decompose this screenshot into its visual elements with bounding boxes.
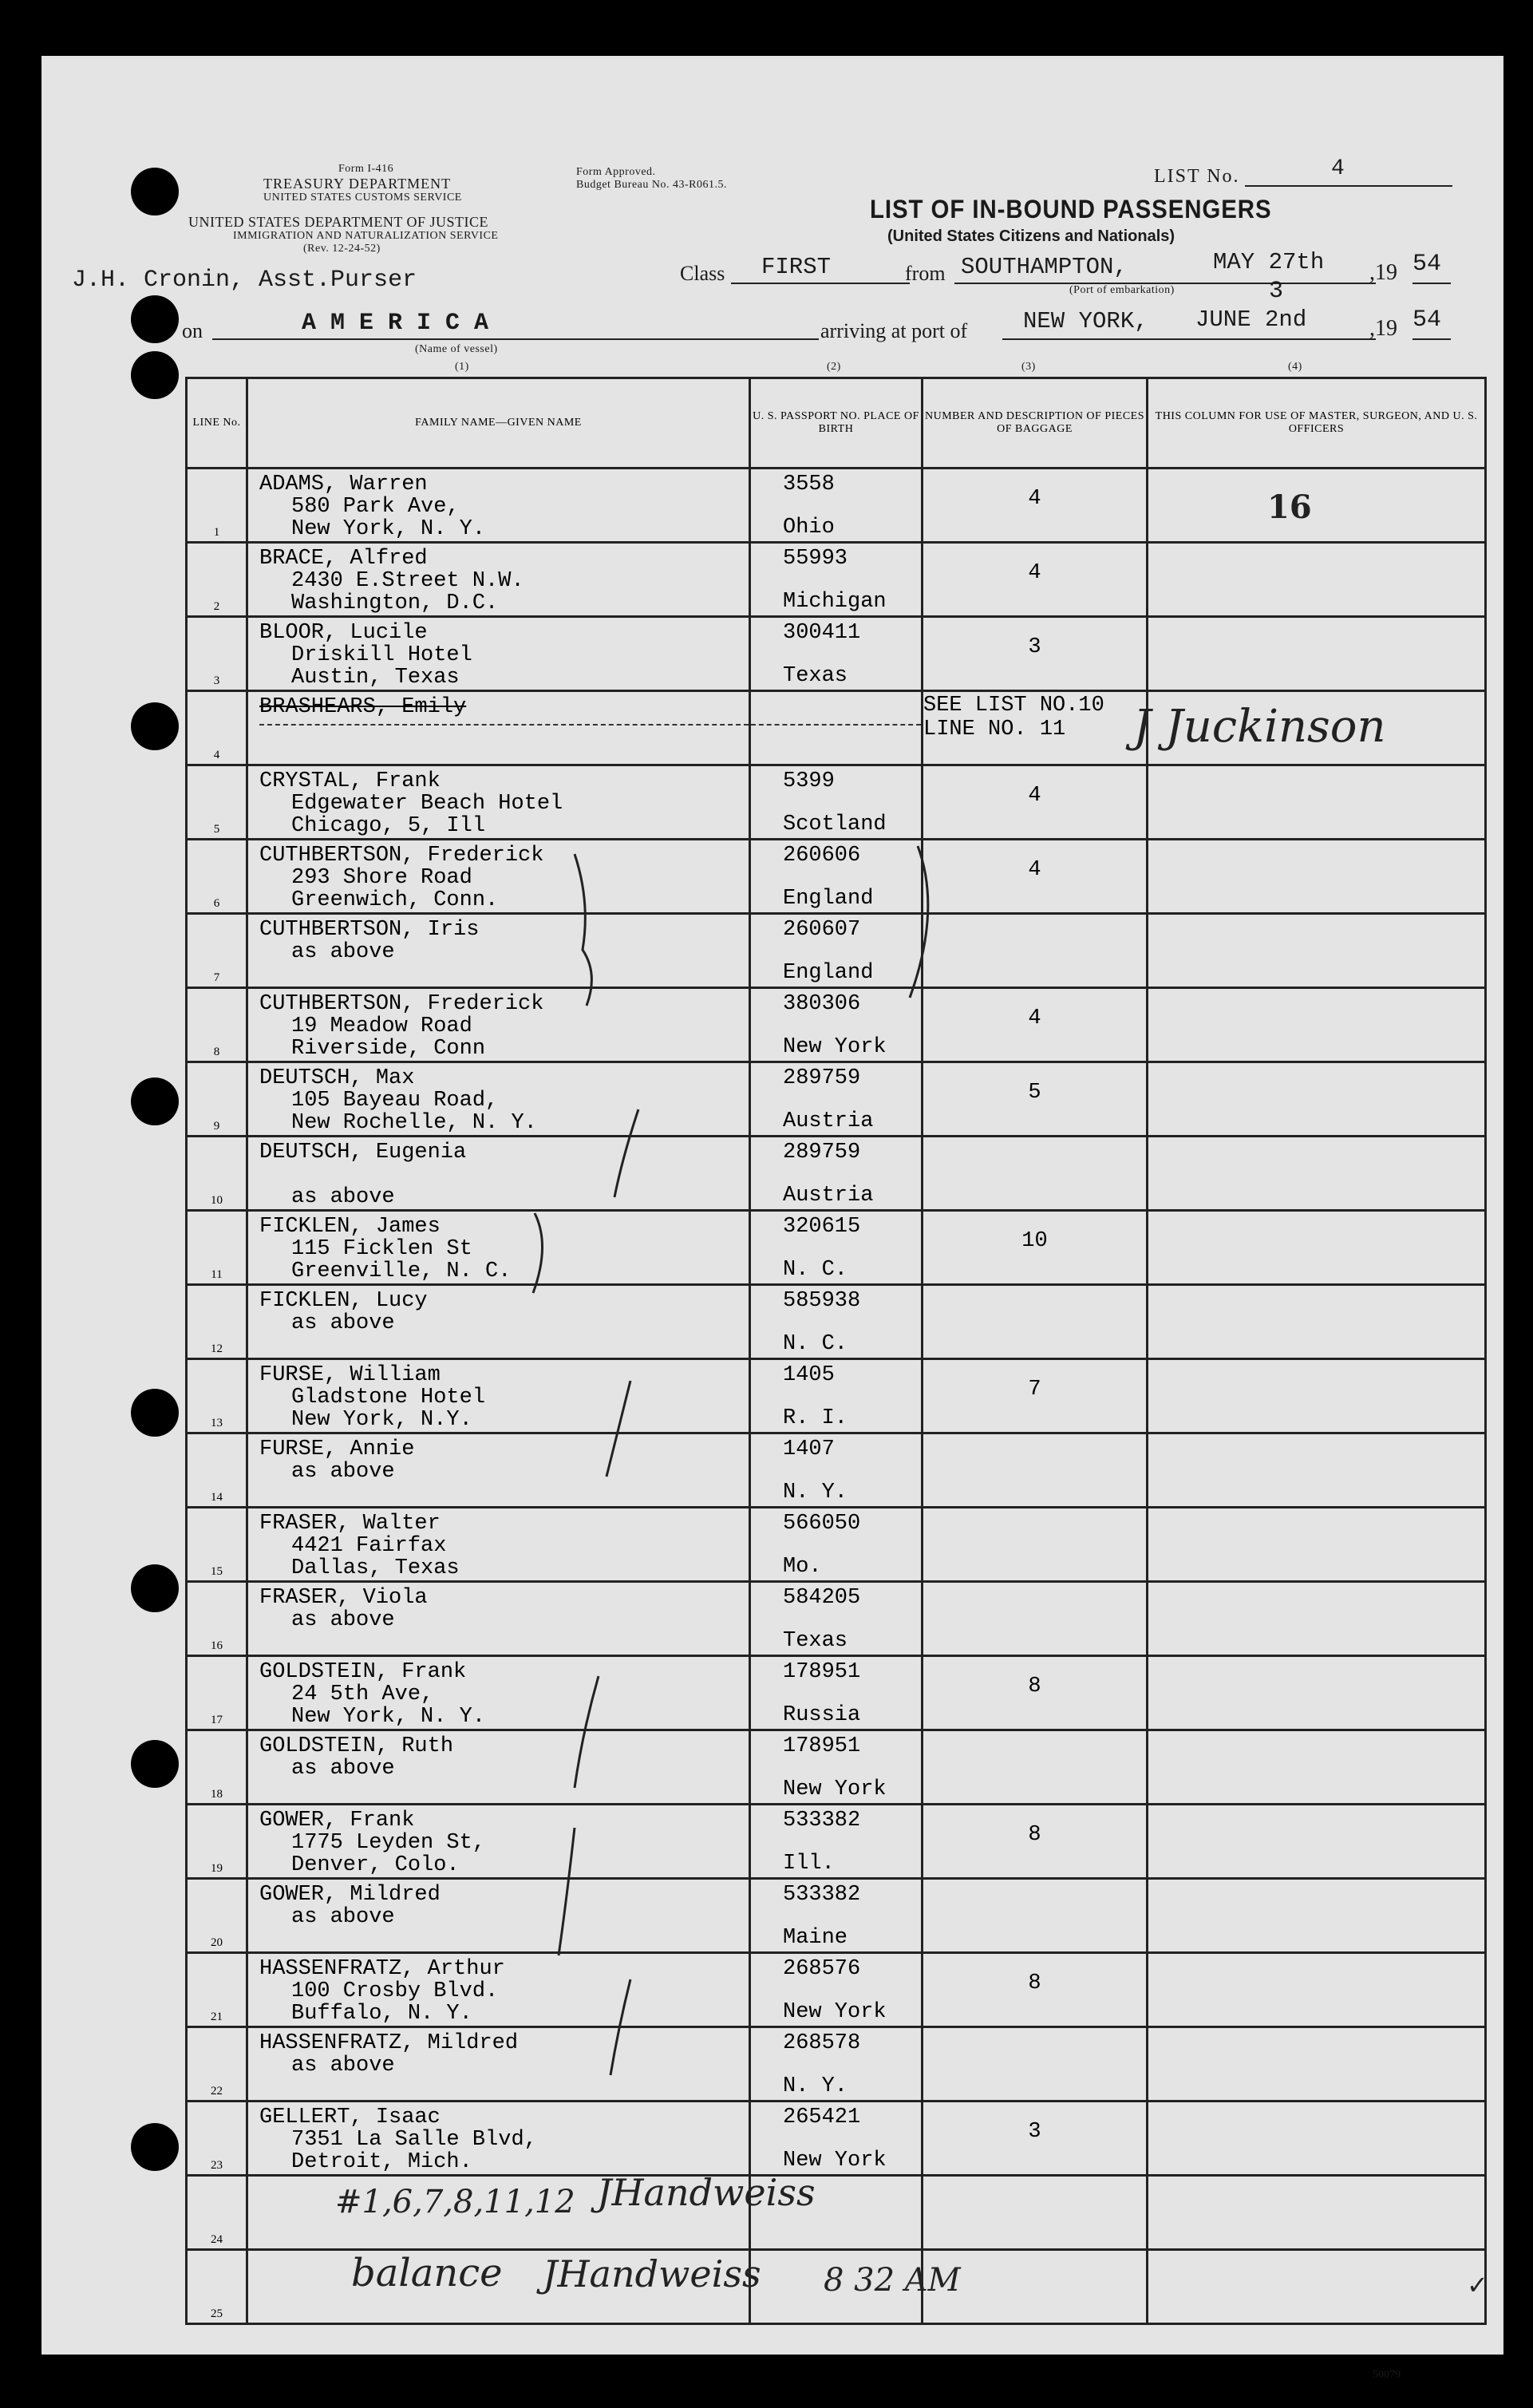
col-header-line: LINE No. (187, 378, 247, 469)
place-of-birth: Ill. (783, 1852, 835, 1876)
line-number: 10 (211, 1194, 223, 1207)
form-approved: Form Approved. (576, 166, 656, 178)
place-of-birth: New York (783, 1035, 887, 1059)
place-of-birth: N. Y. (783, 1481, 848, 1505)
place-of-birth: Russia (783, 1703, 861, 1727)
baggage-count: 4 (1028, 858, 1041, 882)
passport-number: 533382 (783, 1883, 861, 1907)
baggage-ref: SEE LIST NO.10 (923, 694, 1104, 718)
line-number: 15 (211, 1565, 223, 1578)
col-num-1: (1) (455, 361, 469, 373)
place-of-birth: Austria (783, 1109, 874, 1133)
passport-number: 265421 (783, 2106, 861, 2129)
document-subtitle: (United States Citizens and Nationals) (887, 227, 1175, 245)
passenger-name: GOLDSTEIN, Ruth (259, 1734, 454, 1758)
line-number: 23 (211, 2159, 223, 2172)
passport-number: 584205 (783, 1586, 861, 1610)
check-mark: ✓ (1467, 2270, 1488, 2300)
address-line-2: Detroit, Mich. (291, 2150, 472, 2174)
year-prefix-2: ,19 (1369, 316, 1397, 341)
passport-number: 320615 (783, 1215, 861, 1239)
col-header-baggage: NUMBER AND DESCRIPTION OF PIECES OF BAGGAGE (923, 378, 1148, 469)
place-of-birth: New York (783, 2000, 887, 2024)
address-line-1: 293 Shore Road (291, 866, 472, 890)
address-line-2: as above (291, 1185, 395, 1209)
line-number: 21 (211, 2011, 223, 2023)
passport-number: 1405 (783, 1363, 835, 1387)
treasury-dept: TREASURY DEPARTMENT (263, 176, 452, 192)
place-of-birth: Austria (783, 1184, 874, 1208)
address-line-2: New York, N. Y. (291, 1705, 486, 1729)
baggage-count: 4 (1028, 1006, 1041, 1030)
line-number: 6 (213, 897, 220, 910)
budget-bureau: Budget Bureau No. 43-R061.5. (576, 179, 727, 191)
place-of-birth: New York (783, 2149, 887, 2173)
class-label: Class (680, 262, 725, 285)
passenger-name: DEUTSCH, Eugenia (259, 1141, 467, 1164)
address-line-2: New Rochelle, N. Y. (291, 1111, 537, 1135)
document-title: LIST OF IN-BOUND PASSENGERS (870, 195, 1272, 223)
year-1: 54 (1412, 251, 1442, 278)
year-2: 54 (1412, 306, 1442, 334)
line-number: 19 (211, 1862, 223, 1875)
passport-number: 55993 (783, 547, 848, 571)
col-num-4: (4) (1288, 361, 1302, 373)
class-value: FIRST (761, 254, 832, 280)
passport-number: 289759 (783, 1066, 861, 1090)
passport-number: 178951 (783, 1734, 861, 1758)
passenger-name: CRYSTAL, Frank (259, 769, 441, 793)
line-number: 17 (211, 1714, 223, 1726)
baggage-count: 4 (1028, 487, 1041, 511)
line-number: 18 (211, 1788, 223, 1801)
form-code: 50079 (1373, 2369, 1401, 2381)
passport-number: 178951 (783, 1660, 861, 1684)
passport-number: 268578 (783, 2031, 861, 2055)
embark-port: SOUTHAMPTON, (961, 254, 1128, 280)
address-line-2: Dallas, Texas (291, 1556, 460, 1580)
passenger-name: BLOOR, Lucile (259, 621, 428, 645)
address-line-1: as above (291, 1608, 395, 1632)
passenger-name: BRACE, Alfred (259, 547, 428, 571)
col-num-2: (2) (827, 361, 841, 373)
address-line-1: 1775 Leyden St, (291, 1831, 486, 1855)
line-number: 11 (211, 1268, 223, 1281)
officer-signature: J Juckinson (1133, 701, 1386, 753)
passenger-name: FURSE, Annie (259, 1437, 415, 1461)
address-line-1: as above (291, 1757, 395, 1781)
from-label: from (905, 262, 946, 285)
form-number: Form I-416 (338, 163, 394, 175)
officer-note-line1: 16 (1267, 488, 1312, 526)
address-line-1: Edgewater Beach Hotel (291, 792, 563, 816)
handwritten-lines-list: #1,6,7,8,11,12 (335, 2184, 575, 2220)
place-of-birth: N. C. (783, 1332, 848, 1356)
passenger-name: DEUTSCH, Max (259, 1066, 415, 1090)
passport-number: 585938 (783, 1289, 861, 1313)
baggage-count: 4 (1028, 784, 1041, 808)
passenger-name: GOWER, Mildred (259, 1883, 441, 1907)
line-number: 4 (213, 749, 220, 761)
passport-number: 300411 (783, 621, 861, 645)
address-line-1: 19 Meadow Road (291, 1014, 472, 1038)
line-number: 13 (211, 1417, 223, 1429)
passenger-name: CUTHBERTSON, Frederick (259, 992, 544, 1016)
passport-number: 268576 (783, 1957, 861, 1981)
on-label: on (182, 319, 203, 342)
place-of-birth: New York (783, 1777, 887, 1801)
place-of-birth: Maine (783, 1926, 848, 1950)
address-line-1: 2430 E.Street N.W. (291, 569, 524, 593)
address-line-2: Chicago, 5, Ill (291, 814, 486, 838)
passenger-name: HASSENFRATZ, Arthur (259, 1957, 505, 1981)
address-line-1: 7351 La Salle Blvd, (291, 2128, 537, 2152)
vessel-name: A M E R I C A (302, 310, 489, 337)
list-no-label: LIST No. (1154, 166, 1240, 187)
address-line-2: Austin, Texas (291, 666, 460, 690)
handwritten-signature: JHandweiss (543, 2252, 761, 2295)
baggage-count: 3 (1028, 635, 1041, 659)
passenger-name: ADAMS, Warren (259, 473, 428, 496)
justice-dept: UNITED STATES DEPARTMENT OF JUSTICE (188, 214, 489, 230)
baggage-count: 8 (1028, 1675, 1041, 1698)
passenger-name: CUTHBERTSON, Iris (259, 918, 480, 942)
baggage-ref-line: LINE NO. 11 (923, 718, 1066, 741)
address-line-1: as above (291, 2054, 395, 2078)
col-header-passport: U. S. PASSPORT NO. PLACE OF BIRTH (750, 378, 923, 469)
line-number: 3 (213, 674, 220, 687)
address-line-1: 4421 Fairfax (291, 1534, 447, 1558)
place-of-birth: Ohio (783, 516, 835, 540)
baggage-count: 7 (1028, 1378, 1041, 1402)
passenger-name: GOWER, Frank (259, 1809, 415, 1833)
passenger-name: FRASER, Viola (259, 1586, 428, 1610)
passenger-name: CUTHBERTSON, Frederick (259, 844, 544, 868)
place-of-birth: England (783, 961, 874, 985)
place-of-birth: Mo. (783, 1555, 822, 1579)
arriving-label: arriving at port of (820, 319, 968, 342)
line-number: 5 (213, 823, 220, 836)
place-of-birth: R. I. (783, 1406, 848, 1430)
address-line-1: Gladstone Hotel (291, 1386, 486, 1410)
passenger-name: FICKLEN, Lucy (259, 1289, 428, 1313)
passport-number: 289759 (783, 1141, 861, 1164)
embark-date: MAY 27th (1213, 249, 1325, 275)
address-line-2: Washington, D.C. (291, 591, 499, 615)
baggage-count: 3 (1028, 2120, 1041, 2144)
line-number: 2 (213, 600, 220, 613)
passport-number: 5399 (783, 769, 835, 793)
passenger-name: BRASHEARS, Emily (259, 695, 467, 719)
line-number: 14 (211, 1491, 223, 1504)
place-of-birth: Scotland (783, 813, 887, 836)
address-line-1: Driskill Hotel (291, 643, 472, 667)
baggage-count: 4 (1028, 561, 1041, 585)
passenger-name: FURSE, William (259, 1363, 441, 1387)
list-no-value: 4 (1331, 156, 1345, 181)
line-number: 20 (211, 1936, 223, 1949)
address-line-2: Riverside, Conn (291, 1037, 486, 1061)
address-line-1: 580 Park Ave, (291, 495, 460, 519)
baggage-count: 10 (1021, 1229, 1048, 1253)
place-of-birth: Texas (783, 1629, 848, 1653)
passenger-name: GELLERT, Isaac (259, 2106, 441, 2129)
passenger-name: FRASER, Walter (259, 1512, 441, 1536)
line-number: 1 (213, 526, 220, 539)
line-number: 16 (211, 1639, 223, 1652)
arrival-date-note: 3 (1269, 278, 1284, 305)
line-number: 24 (211, 2233, 223, 2246)
baggage-count: 8 (1028, 1971, 1041, 1995)
purser-name: J.H. Cronin, Asst.Purser (72, 267, 417, 294)
passport-number: 260607 (783, 918, 861, 942)
line-number: 12 (211, 1342, 223, 1355)
place-of-birth: N. C. (783, 1258, 848, 1282)
passenger-name: GOLDSTEIN, Frank (259, 1660, 467, 1684)
address-line-1: 24 5th Ave, (291, 1682, 434, 1706)
col-header-officers: THIS COLUMN FOR USE OF MASTER, SURGEON, AND U. S. OFFICERS (1148, 378, 1486, 469)
address-line-1: 100 Crosby Blvd. (291, 1979, 499, 2003)
passport-number: 3558 (783, 473, 835, 496)
line-number: 9 (213, 1120, 220, 1133)
place-of-birth: England (783, 887, 874, 911)
passenger-name: HASSENFRATZ, Mildred (259, 2031, 519, 2055)
passport-number: 533382 (783, 1809, 861, 1833)
address-line-2: Greenville, N. C. (291, 1259, 512, 1283)
address-line-2: Greenwich, Conn. (291, 888, 499, 912)
col-header-name: FAMILY NAME—GIVEN NAME (247, 378, 750, 469)
arrival-port: NEW YORK, (1023, 308, 1148, 334)
vessel-caption: (Name of vessel) (415, 343, 498, 355)
handwritten-initial: JHandweiss (597, 2171, 816, 2214)
passport-number: 566050 (783, 1512, 861, 1536)
address-line-2: Denver, Colo. (291, 1853, 460, 1877)
line-number: 8 (213, 1046, 220, 1058)
ins-service: IMMIGRATION AND NATURALIZATION SERVICE (233, 230, 499, 242)
address-line-1: as above (291, 1905, 395, 1929)
address-line-2: Buffalo, N. Y. (291, 2002, 472, 2026)
col-num-3: (3) (1021, 361, 1036, 373)
passenger-name: FICKLEN, James (259, 1215, 441, 1239)
revision-date: (Rev. 12-24-52) (303, 243, 381, 255)
passport-number: 380306 (783, 992, 861, 1016)
handwritten-time: 8 32 AM (824, 2262, 961, 2299)
place-of-birth: Texas (783, 664, 848, 688)
address-line-2: New York, N.Y. (291, 1408, 472, 1432)
baggage-count: 8 (1028, 1823, 1041, 1847)
address-line-1: 115 Ficklen St (291, 1237, 472, 1261)
handwritten-balance: balance (351, 2251, 503, 2295)
place-of-birth: Michigan (783, 590, 887, 614)
passport-number: 260606 (783, 844, 861, 868)
line-number: 25 (211, 2307, 223, 2320)
address-line-2: New York, N. Y. (291, 517, 486, 541)
place-of-birth: N. Y. (783, 2074, 848, 2098)
arrival-date: JUNE 2nd (1195, 306, 1307, 333)
customs-service: UNITED STATES CUSTOMS SERVICE (263, 192, 462, 204)
address-line-1: as above (291, 940, 395, 964)
embark-caption: (Port of embarkation) (1069, 284, 1175, 296)
address-line-1: 105 Bayeau Road, (291, 1089, 499, 1113)
baggage-count: 5 (1028, 1081, 1041, 1105)
passport-number: 1407 (783, 1437, 835, 1461)
line-number: 22 (211, 2085, 223, 2098)
year-prefix-1: ,19 (1369, 260, 1397, 285)
address-line-1: as above (291, 1460, 395, 1484)
line-number: 7 (213, 971, 220, 984)
address-line-1: as above (291, 1311, 395, 1335)
